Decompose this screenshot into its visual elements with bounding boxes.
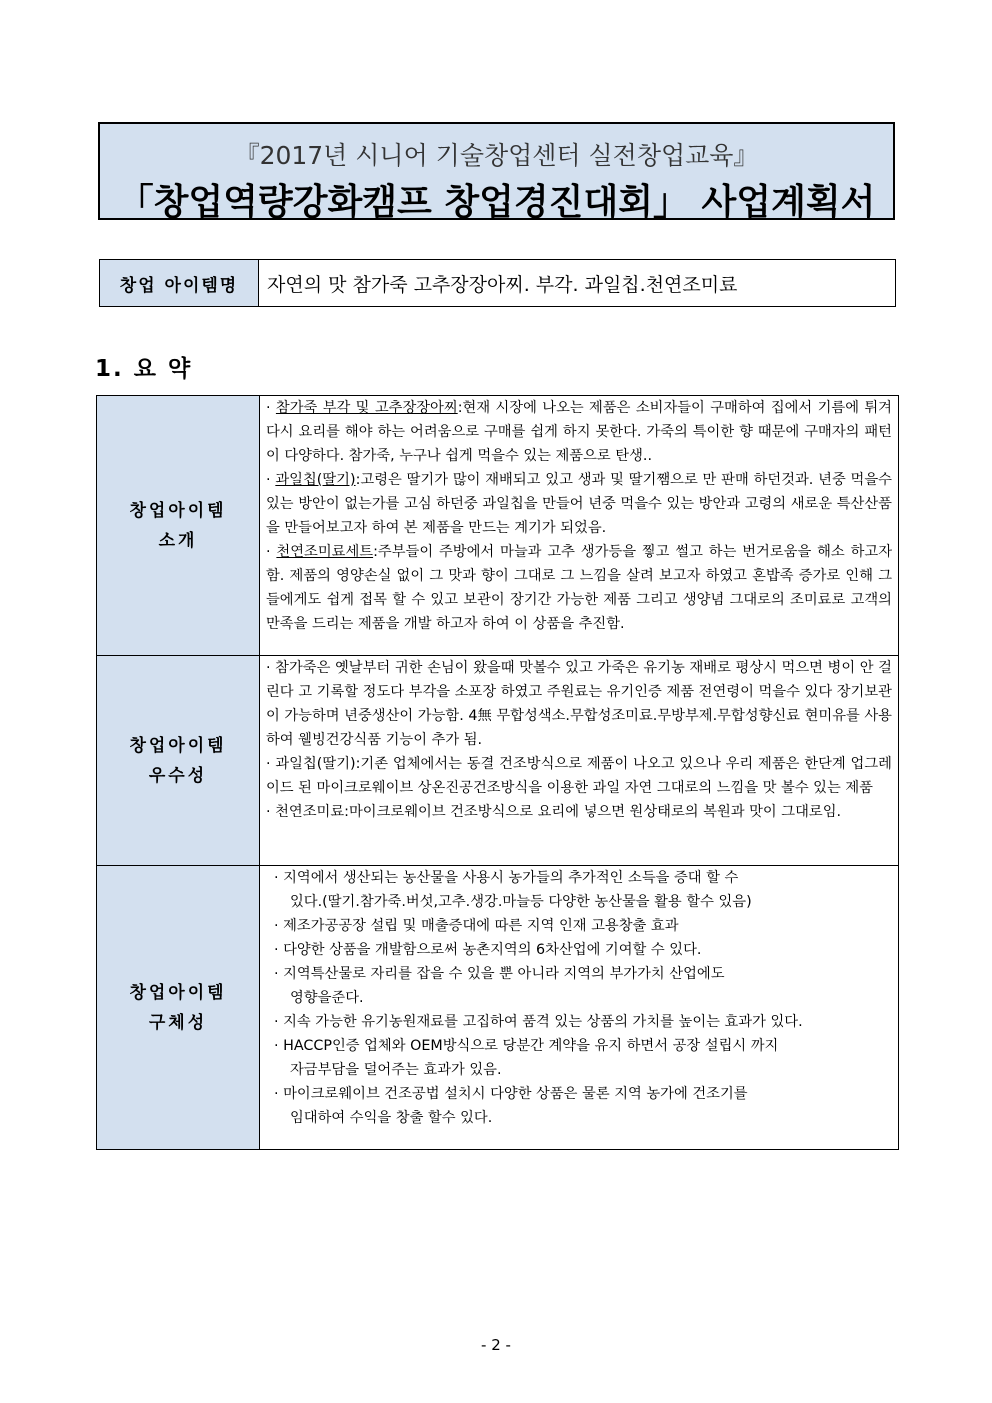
item-name-value: 자연의 맛 참가죽 고추장장아찌. 부각. 과일칩.천연조미료 [267, 273, 738, 296]
list-item-continuation: 있다.(딸기.참가죽.버섯,고추.생강.마늘등 다양한 농산물을 활용 할수 있음) [290, 894, 752, 910]
paragraph: · 참가죽 부각 및 고추장장아찌:현재 시장에 나오는 제품은 소비자들이 구매하여 집에서 기름에 튀겨 다시 요리를 해야 하는 어려움으로 구매를 쉽게 하지 못한다. 가죽의 특이한 향 때문에 구매자의 패턴이 다양하다. 참가죽, 누구나 쉽게 먹을수 있는 제품으로 탄생.. [266, 400, 892, 464]
row-label [97, 656, 260, 866]
paragraph: · 과일칩(딸기):고령은 딸기가 많이 재배되고 있고 생과 및 딸기쨈으로 만 판매 하던것과. 년중 먹을수 있는 방안이 없는가를 고심 하던중 과일칩을 만들어 년중 먹을수 있는 방안과 고령의 새로운 특산산품을 만들어보고자 하여 본 제품을 만드는 계기가 되었음. [266, 472, 892, 536]
list-item: · 마이크로웨이브 건조공법 설치시 다양한 상품은 물론 지역 농가에 건조기를 [274, 1086, 748, 1102]
list-item: · 제조가공공장 설립 및 매출증대에 따른 지역 인재 고용창출 효과 [274, 918, 679, 934]
item-name-table [99, 259, 896, 307]
row-body [260, 396, 899, 656]
list-item: · HACCP인증 업체와 OEM방식으로 당분간 계약을 유지 하면서 공장 설립시 까지 [274, 1038, 779, 1054]
summary-table [96, 395, 899, 1150]
summary-row-excellence [97, 656, 899, 866]
list-item: · 다양한 상품을 개발함으로써 농촌지역의 6차산업에 기여할 수 있다. [274, 942, 702, 958]
summary-row-specifics [97, 866, 899, 1150]
row-body [260, 866, 899, 1150]
underlined-term: 과일칩(딸기) [275, 472, 356, 488]
paragraph: · 과일칩(딸기):기존 업체에서는 동결 건조방식으로 제품이 나오고 있으나 우리 제품은 한단계 업그레이드 된 마이크로웨이브 상온진공건조방식을 이용한 과일 자연 그대로의 느낌을 맛 볼수 있는 제품 [266, 756, 892, 796]
item-name-label: 창업 아이템명 [100, 260, 259, 306]
list-item-continuation: 영향을준다. [290, 990, 364, 1006]
document-subtitle: 『2017년 시니어 기술창업센터 실전창업교육』 [234, 141, 759, 170]
row-label-line: 소개 [158, 530, 198, 551]
page-number: - 2 - [481, 1336, 511, 1354]
list-item: · 지속 가능한 유기농원재료를 고집하여 품격 있는 상품의 가치를 높이는 효과가 있다. [274, 1014, 803, 1030]
underlined-term: 천연조미료세트 [276, 544, 374, 560]
row-label-line: 창업아이템 [129, 982, 227, 1003]
list-item-continuation: 자금부담을 덜어주는 효과가 있음. [290, 1062, 502, 1078]
row-label-line: 창업아이템 [129, 500, 227, 521]
row-label-line: 우수성 [148, 765, 208, 786]
list-item-continuation: 임대하여 수익을 창출 할수 있다. [290, 1110, 493, 1126]
section-heading: 1. 요 약 [95, 356, 193, 382]
paragraph: · 참가죽은 옛날부터 귀한 손님이 왔을때 맛볼수 있고 가죽은 유기농 재배로 평상시 먹으면 병이 안 걸린다 고 기록할 정도다 부각을 소포장 하였고 주원료는 유기인증 제품 전연령이 먹을수 있다 장기보관이 가능하며 년중생산이 가능함. 4無 무합성색소.무합성조미료.무방부제.무합성향신료 현미유를 사용하여 웰빙건강식품 기능이 추가 됨. [266, 660, 892, 748]
underlined-term: 참가죽 부각 및 고추장장아찌 [275, 400, 458, 416]
row-body [260, 656, 899, 866]
paragraph: · 천연조미료세트:주부들이 주방에서 마늘과 고추 생가등을 찧고 썰고 하는 번거로움을 해소 하고자 함. 제품의 영양손실 없이 그 맛과 향이 그대로 그 느낌을 살려 보고자 하였고 혼밥족 증가로 인해 그들에게도 쉽게 접목 할 수 있고 보관이 장기간 가능한 제품 그리고 생양념 그대로의 조미료로 고객의 만족을 드리는 제품을 개발 하고자 하여 이 상품을 추진함. [266, 544, 893, 632]
list-item: · 지역에서 생산되는 농산물을 사용시 농가들의 추가적인 소득을 증대 할 수 [274, 870, 739, 886]
document-title-box [98, 122, 895, 223]
paragraph: · 천연조미료:마이크로웨이브 건조방식으로 요리에 넣으면 원상태로의 복원과 맛이 그대로임. [266, 804, 842, 820]
row-label [97, 396, 260, 656]
row-label-line: 창업아이템 [129, 735, 227, 756]
summary-row-intro [97, 396, 899, 656]
row-label [97, 866, 260, 1150]
row-label-line: 구체성 [148, 1012, 208, 1033]
document-title: 「창업역량강화캠프 창업경진대회」 사업계획서 [117, 182, 876, 223]
list-item: · 지역특산물로 자리를 잡을 수 있을 뿐 아니라 지역의 부가가치 산업에도 [274, 966, 725, 982]
